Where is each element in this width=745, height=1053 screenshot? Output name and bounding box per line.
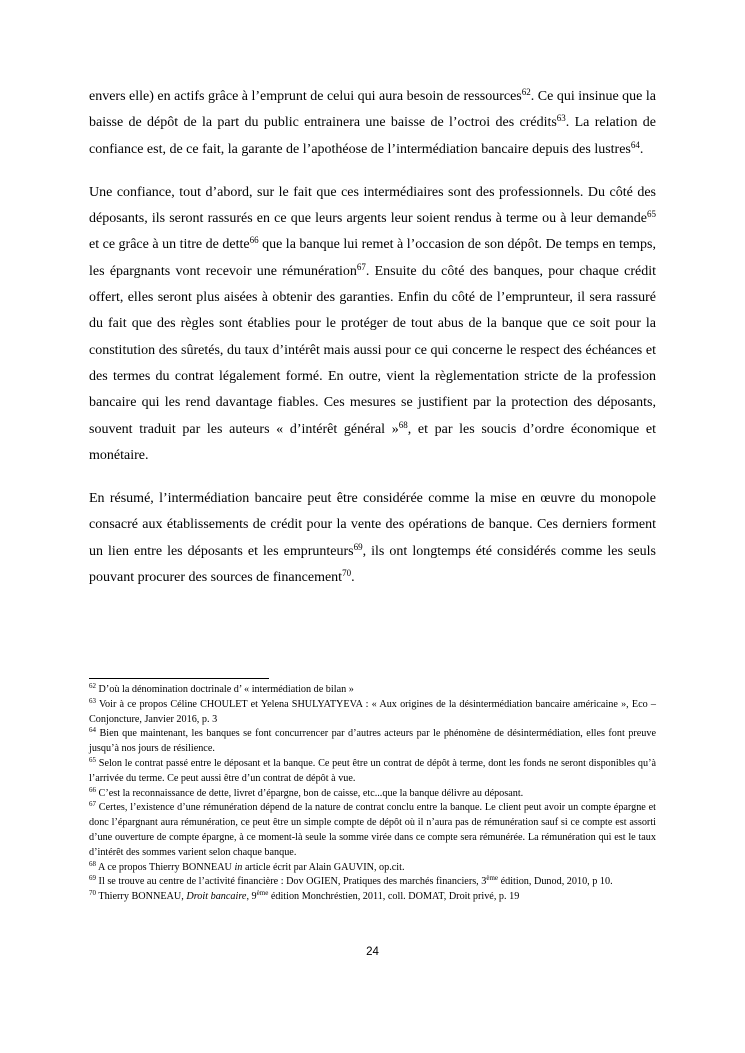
paragraph-text: que la banque lui remet à l’occasion de son dépôt. De temps en temps, les épargnants vont recevoir une rémunération xyxy=(89,237,657,279)
footnote-number: 67 xyxy=(89,800,96,809)
footnote-text: C’est la reconnaissance de dette, livret d’épargne, bon de caisse, etc...que la banque délivre au déposant. xyxy=(96,787,524,799)
footnote-ref-65[interactable]: 65 xyxy=(647,209,656,220)
footnote-ref-63[interactable]: 63 xyxy=(556,113,566,124)
paragraph-text: Une confiance, tout d’abord, sur le fait que ces intermédiaires sont des professionnels. Du côté des déposants, ils seront rassurés en ce que leurs argents leur soient rendus à terme ou à leur demande xyxy=(89,184,656,227)
paragraph-text: , et par les soucis d’ordre économique et monétaire. xyxy=(89,421,656,463)
footnote-ref-69[interactable]: 69 xyxy=(353,541,363,552)
footnote-text: A ce propos Thierry BONNEAU xyxy=(96,861,235,873)
footnote-text: Il se trouve au centre de l’activité financière : Dov OGIEN, Pratiques des marchés financiers, 3 xyxy=(96,876,487,888)
ordinal-suffix: ème xyxy=(256,889,269,898)
footnote-70 xyxy=(89,890,656,905)
footnote-ref-68[interactable]: 68 xyxy=(398,419,408,430)
footnote-66 xyxy=(89,787,656,802)
paragraph-text: . La relation de confiance est, de ce fait, la garante de l’apothéose de l’intermédiation bancaire depuis des lustres xyxy=(89,115,656,157)
footnote-text: Certes, l’existence d’une rémunération dépend de la nature de contrat conclu entre la banque. Le client peut avoir un compte épargne et donc l’épargnant aura rémunération, ce peut être un simple compte de dépôt où il n’aura pas de rémunération sauf si ce compte est assorti d’une ouverture de compte épargne, à ce moment-là seule la somme virée dans ce compte sera rémunérée. La rémunération qui est le taux d’intérêt des sommes varient selon chaque banque. xyxy=(89,802,656,858)
footnotes xyxy=(89,683,656,905)
footnote-ref-64[interactable]: 64 xyxy=(630,139,640,150)
paragraph-3 xyxy=(89,486,656,591)
footnote-text: D’où la dénomination doctrinale d’ « intermédiation de bilan » xyxy=(96,684,354,695)
footnote-number: 64 xyxy=(89,726,96,735)
footnote-italic: in xyxy=(234,861,243,873)
footnote-number: 65 xyxy=(89,755,96,764)
paragraph-text: envers elle) en actifs grâce à l’emprunt de celui qui aura besoin de ressources xyxy=(89,89,522,104)
footnote-ref-70[interactable]: 70 xyxy=(342,568,352,579)
footnote-65 xyxy=(89,757,656,787)
footnote-text: article écrit par Alain GAUVIN, op.cit. xyxy=(242,861,405,873)
paragraph-2 xyxy=(89,180,656,469)
footnote-text: Selon le contrat passé entre le déposant et la banque. Ce peut être un contrat de dépôt à terme, dont les fonds ne seront disponibles qu’à l’arrivée du terme. Ce peut aussi être d’un contrat de dépôt à vue. xyxy=(89,757,656,784)
footnote-64 xyxy=(89,727,656,757)
main-text xyxy=(89,84,656,608)
footnote-text: Thierry BONNEAU, xyxy=(96,891,187,903)
footnote-text: , 9 xyxy=(246,891,257,903)
footnote-text: édition Monchréstien, 2011, coll. DOMAT, Droit privé, p. 19 xyxy=(268,891,520,903)
footnote-number: 66 xyxy=(89,785,96,794)
footnote-number: 63 xyxy=(89,696,96,705)
ordinal-suffix: ème xyxy=(486,874,499,883)
page-number: 24 xyxy=(366,946,379,958)
footnote-62 xyxy=(89,683,656,698)
footnote-68 xyxy=(89,861,656,876)
footnote-69 xyxy=(89,875,656,890)
footnote-number: 62 xyxy=(89,682,96,690)
footnote-number: 70 xyxy=(89,889,96,898)
paragraph-text: . xyxy=(351,570,355,586)
footnote-italic: Droit bancaire xyxy=(186,891,247,903)
footnote-number: 68 xyxy=(89,859,96,868)
footnote-separator xyxy=(89,678,269,679)
footnote-number: 69 xyxy=(89,874,96,883)
footnote-63 xyxy=(89,698,656,728)
paragraph-text: . Ce qui insinue que la baisse de dépôt de la part du public entrainera une baisse de l’octroi des crédits xyxy=(89,89,657,131)
paragraph-1 xyxy=(89,84,656,163)
paragraph-text: . xyxy=(639,141,644,157)
paragraph-text: En résumé, l’intermédiation bancaire peut être considérée comme la mise en œuvre du monopole consacré aux établissements de crédit pour la vente des opérations de banque. Ces derniers forment un lien entre les déposants et les emprunteurs xyxy=(89,491,656,559)
footnote-ref-66[interactable]: 66 xyxy=(249,235,259,246)
paragraph-text: , ils ont longtemps été considérés comme les seuls pouvant procurer des sources de financement xyxy=(89,543,656,586)
paragraph-text: . Ensuite du côté des banques, pour chaque crédit offert, elles seront plus aisées à obtenir des garanties. Enfin du côté de l’emprunteur, il sera rassuré du fait que des règles sont établies pour le protéger de tout abus de la banque que ce soit pour la constitution des sûretés, du taux d’intérêt mais aussi pour ce qui concerne le respect des échéances et des termes du contrat légalement formé. En outre, vient la règlementation stricte de la profession bancaire qui les rend davantage fiables. Ces mesures se justifient par la protection des déposants, souvent traduit par les auteurs « d’intérêt général » xyxy=(89,263,656,437)
footnote-ref-62[interactable]: 62 xyxy=(521,87,531,97)
paragraph-text: et ce grâce à un titre de dette xyxy=(89,237,250,253)
footnote-text: Bien que maintenant, les banques se font concurrencer par d’autres acteurs par le phénomène de désintermédiation, elles font preuve jusqu’à nos jours de résilience. xyxy=(89,728,656,755)
footnote-67 xyxy=(89,801,656,860)
footnote-text: Voir à ce propos Céline CHOULET et Yelena SHULYATYEVA : « Aux origines de la désintermédiation bancaire américaine », Eco – Conjoncture, Janvier 2016, p. 3 xyxy=(89,698,656,725)
footnote-ref-67[interactable]: 67 xyxy=(356,261,366,272)
footnote-text: édition, Dunod, 2010, p 10. xyxy=(498,876,613,888)
